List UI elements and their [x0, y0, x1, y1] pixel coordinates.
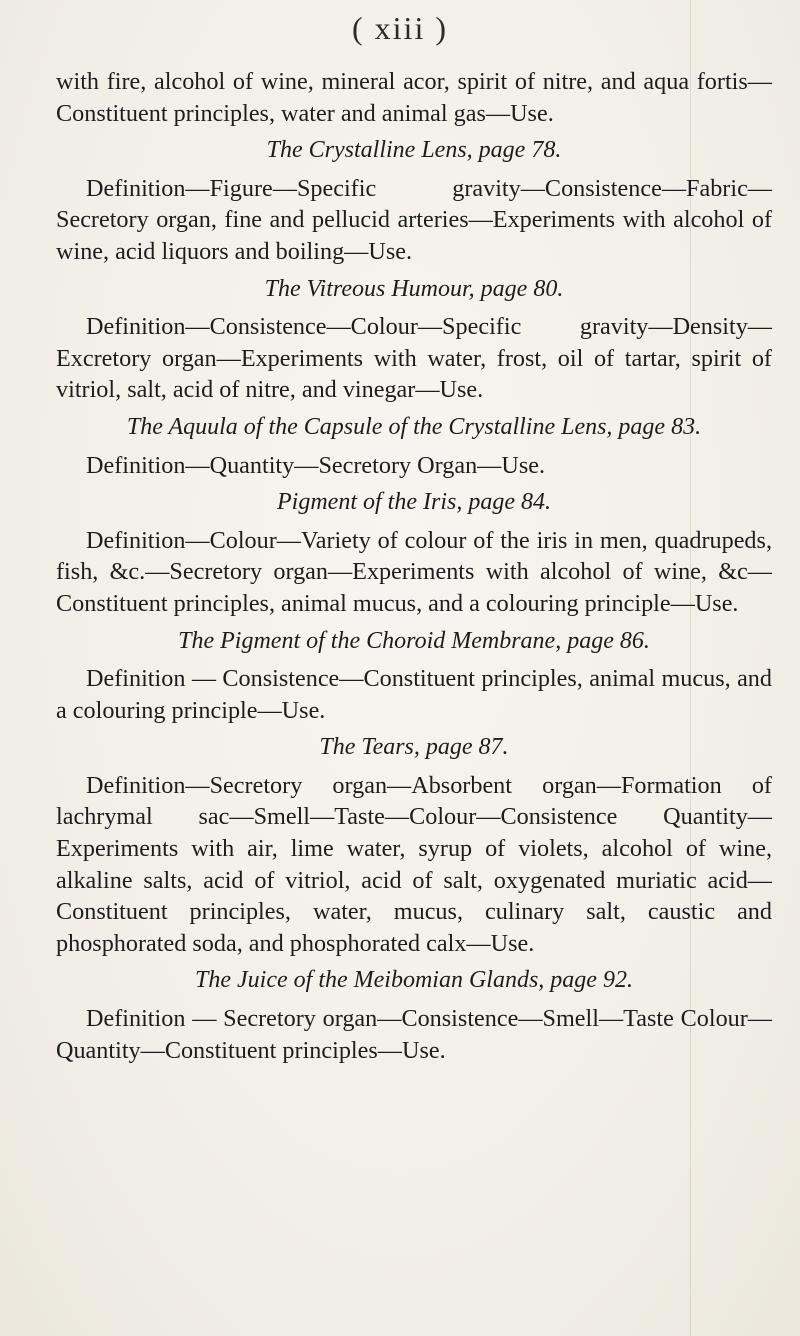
section-heading-pigment-iris: Pigment of the Iris, page 84.: [277, 489, 551, 516]
page-text: [56, 66, 772, 1066]
paragraph-vitreous-humour: Definition—Consistence—Colour—Specific gravity—Density—Excretory organ—Experiments with water, frost, oil of tartar, spirit of vitriol, salt, acid of nitre, and vinegar—Use.: [56, 313, 772, 404]
paragraph-tears: Definition—Secretory organ—Absorbent organ—Formation of lachrymal sac—Smell—Taste—Colour—Consistence Quantity—Experiments with air, lime water, syrup of violets, alcohol of wine, alkaline salts, acid of vitriol, acid of salt, oxygenated muriatic acid—Constituent principles, water, mucus, culinary salt, caustic and phosphorated soda, and phosphorated calx—Use.: [56, 771, 772, 957]
section-heading-vitreous-humour: The Vitreous Humour, page 80.: [264, 275, 564, 302]
paragraph-crystalline-lens: Definition—Figure—Specific gravity—Consistence—Fabric—Secretory organ, fine and pellucid arteries—Experiments with alcohol of wine, acid liquors and boiling—Use.: [56, 174, 772, 265]
paragraph-aquula: Definition—Quantity—Secretory Organ—Use.: [86, 451, 546, 479]
paragraph-continuation: with fire, alcohol of wine, mineral acor, spirit of nitre, and aqua fortis—Constituent principles, water and animal gas—Use.: [56, 68, 772, 127]
paragraph-choroid: Definition — Consistence—Constituent principles, animal mucus, and a colouring principle—Use.: [56, 665, 772, 724]
section-heading-crystalline-lens: The Crystalline Lens, page 78.: [266, 137, 562, 164]
section-heading-choroid: The Pigment of the Choroid Membrane, page 86.: [178, 627, 650, 654]
section-heading-tears: The Tears, page 87.: [319, 734, 509, 761]
page-number: ( xiii ): [352, 10, 448, 46]
section-heading-aquula: The Aquula of the Capsule of the Crystalline Lens, page 83.: [126, 413, 702, 440]
paragraph-pigment-iris: Definition—Colour—Variety of colour of the iris in men, quadrupeds, fish, &c.—Secretory organ—Experiments with alcohol of wine, &c—Constituent principles, animal mucus, and a colouring principle—Use.: [56, 526, 772, 617]
paragraph-meibomian: Definition — Secretory organ—Consistence—Smell—Taste Colour—Quantity—Constituent principles—Use.: [56, 1005, 772, 1064]
section-heading-meibomian: The Juice of the Meibomian Glands, page 92.: [195, 967, 633, 994]
